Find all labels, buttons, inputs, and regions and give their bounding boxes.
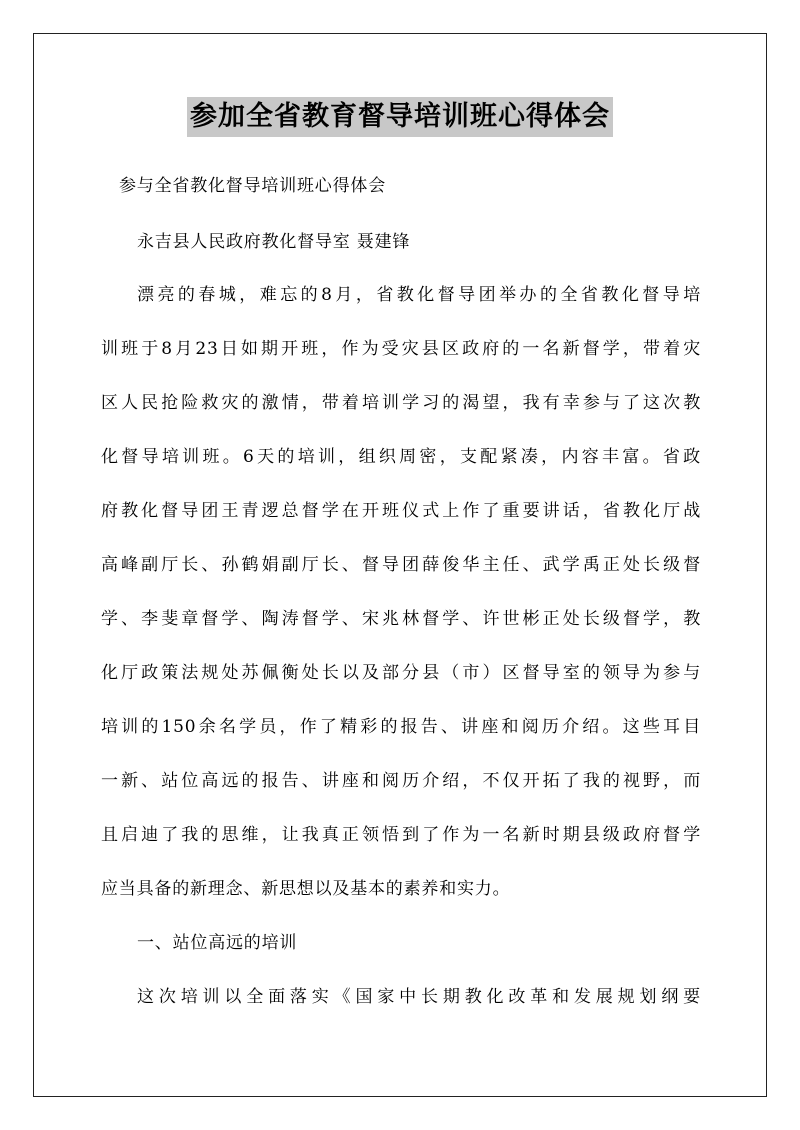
- paragraph-line: 府教化督导团王青逻总督学在开班仪式上作了重要讲话，省教化厅战: [101, 501, 701, 521]
- paragraph-line: 化督导培训班。6天的培训，组织周密，支配紧凑，内容丰富。省政: [101, 447, 701, 467]
- paragraph-line: 训班于8月23日如期开班，作为受灾县区政府的一名新督学，带着灾: [101, 339, 701, 359]
- paragraph-line: 应当具备的新理念、新思想以及基本的素养和实力。: [101, 879, 511, 899]
- paragraph-line: 高峰副厅长、孙鹤娟副厅长、督导团薛俊华主任、武学禹正处长级督: [101, 555, 701, 575]
- paragraph-line: 漂亮的春城，难忘的8月，省教化督导团举办的全省教化督导培: [137, 285, 701, 305]
- document-subtitle: 参与全省教化督导培训班心得体会: [119, 176, 386, 196]
- paragraph-line: 化厅政策法规处苏佩衡处长以及部分县（市）区督导室的领导为参与: [101, 663, 701, 683]
- paragraph-line: 学、李斐章督学、陶涛督学、宋兆林督学、许世彬正处长级督学，教: [101, 609, 701, 629]
- paragraph-line: 且启迪了我的思维，让我真正领悟到了作为一名新时期县级政府督学: [101, 825, 701, 845]
- paragraph-line: 这次培训以全面落实《国家中长期教化改革和发展规划纲要: [137, 987, 701, 1007]
- paragraph-line: 一新、站位高远的报告、讲座和阅历介绍，不仅开拓了我的视野，而: [101, 771, 701, 791]
- paragraph-line: 培训的150余名学员，作了精彩的报告、讲座和阅历介绍。这些耳目: [101, 717, 701, 737]
- document-title: 参加全省教育督导培训班心得体会: [187, 97, 613, 137]
- paragraph-line: 区人民抢险救灾的激情，带着培训学习的渴望，我有幸参与了这次教: [101, 393, 701, 413]
- author-line: 永吉县人民政府教化督导室 聂建锋: [137, 232, 411, 252]
- section-heading: 一、站位高远的培训: [137, 933, 298, 953]
